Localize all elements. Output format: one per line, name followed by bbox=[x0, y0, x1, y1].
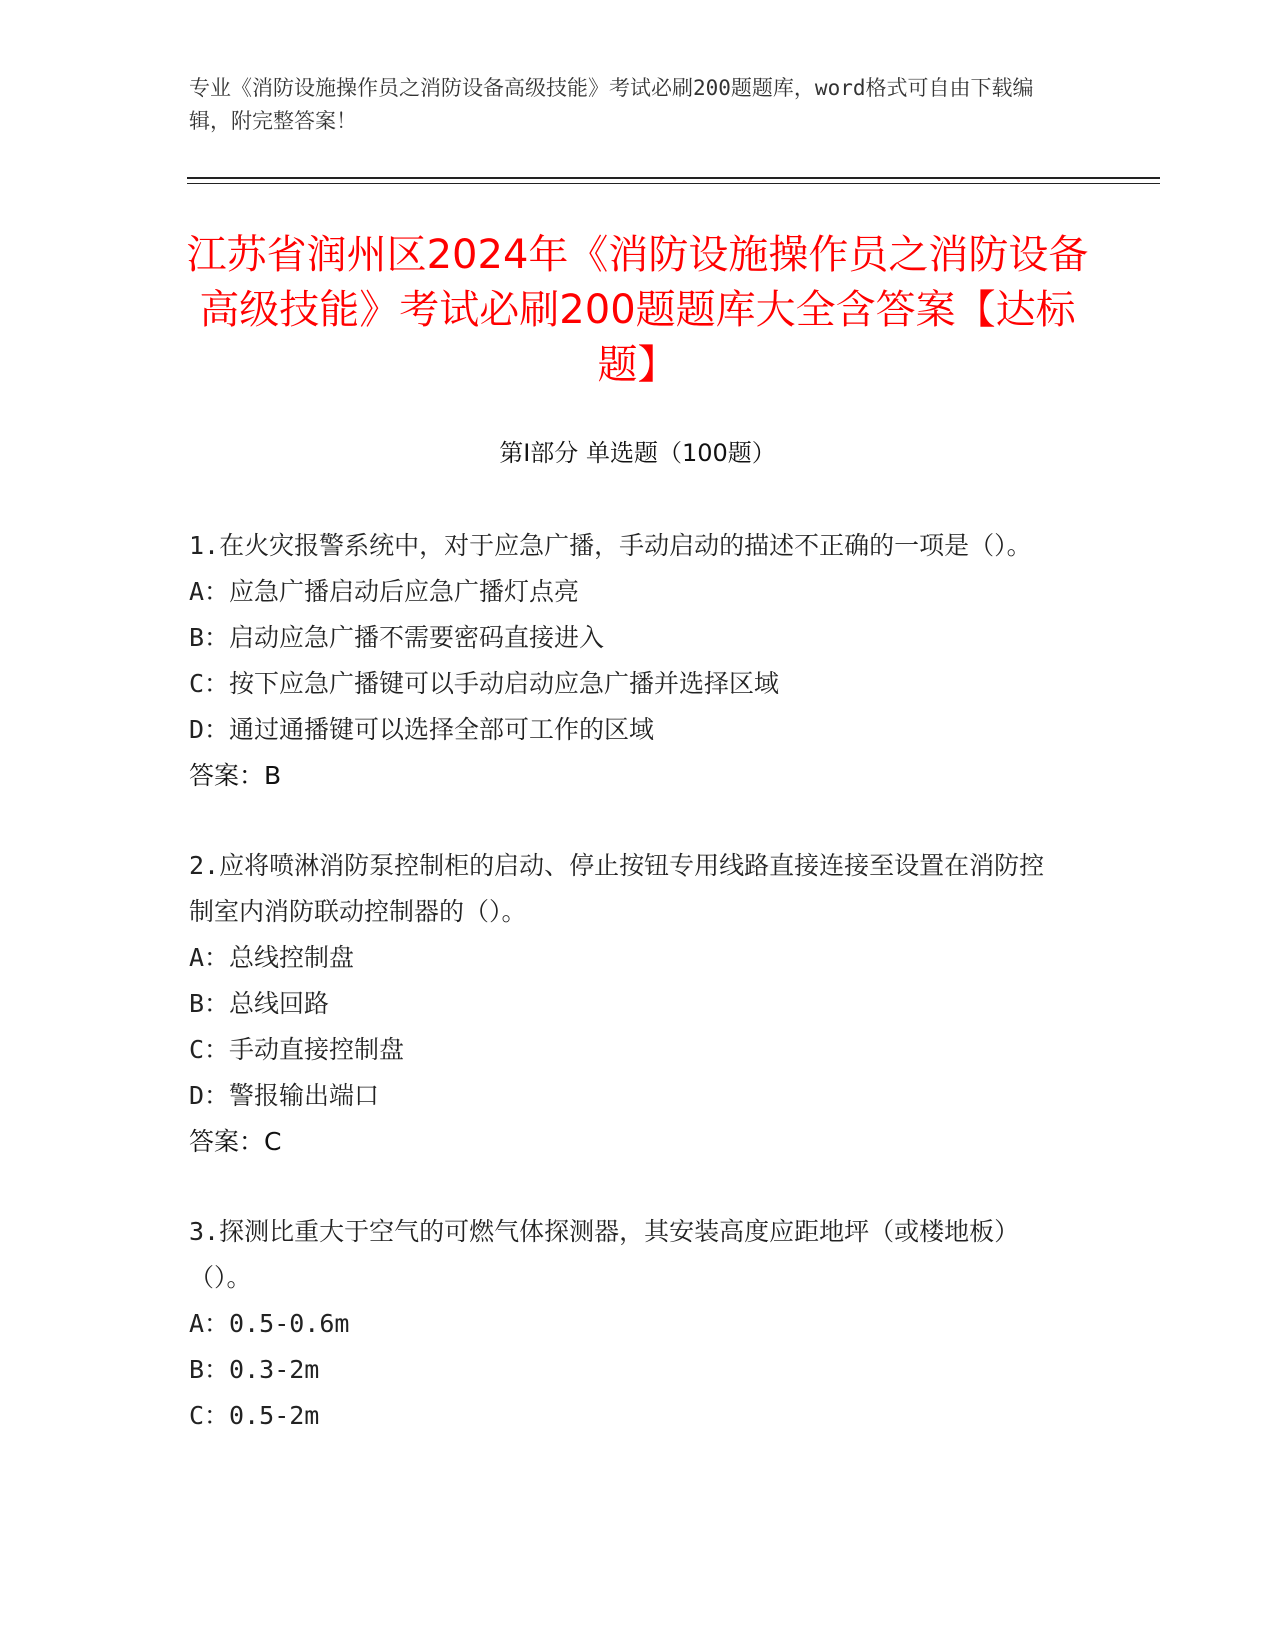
option-a: A：总线控制盘 bbox=[189, 943, 355, 972]
option-c: C：手动直接控制盘 bbox=[189, 1035, 405, 1064]
option-a: A：应急广播启动后应急广播灯点亮 bbox=[189, 577, 580, 606]
question-1 bbox=[189, 523, 1069, 799]
question-stem: 3.探测比重大于空气的可燃气体探测器，其安装高度应距地坪（或楼地板）（）。 bbox=[189, 1217, 1020, 1292]
answer-line: 答案：C bbox=[189, 1127, 282, 1156]
answer-line: 答案：B bbox=[189, 761, 282, 790]
option-b: B：0.3-2m bbox=[189, 1355, 320, 1384]
question-2 bbox=[189, 843, 1069, 1165]
option-a: A：0.5-0.6m bbox=[189, 1309, 350, 1338]
document-title: 江苏省润州区2024年《消防设施操作员之消防设备高级技能》考试必刷200题题库大全含答案【达标题】 bbox=[186, 232, 1089, 388]
header-divider-thin bbox=[187, 183, 1160, 184]
question-list bbox=[189, 523, 1069, 1483]
section-heading: 第I部分 单选题（100题） bbox=[499, 439, 776, 467]
option-d: D：通过通播键可以选择全部可工作的区域 bbox=[189, 715, 655, 744]
header-divider-thick bbox=[187, 177, 1160, 179]
option-b: B：启动应急广播不需要密码直接进入 bbox=[189, 623, 605, 652]
question-3 bbox=[189, 1209, 1069, 1439]
option-c: C：按下应急广播键可以手动启动应急广播并选择区域 bbox=[189, 669, 780, 698]
option-b: B：总线回路 bbox=[189, 989, 330, 1018]
option-c: C：0.5-2m bbox=[189, 1401, 320, 1430]
question-stem: 2.应将喷淋消防泵控制柜的启动、停止按钮专用线路直接连接至设置在消防控制室内消防联动控制器的（）。 bbox=[189, 851, 1045, 926]
question-stem: 1.在火灾报警系统中，对于应急广播，手动启动的描述不正确的一项是（）。 bbox=[189, 531, 1032, 560]
option-d: D：警报输出端口 bbox=[189, 1081, 380, 1110]
header-note: 专业《消防设施操作员之消防设备高级技能》考试必刷200题题库，word格式可自由下载编辑，附完整答案！ bbox=[189, 76, 1034, 133]
